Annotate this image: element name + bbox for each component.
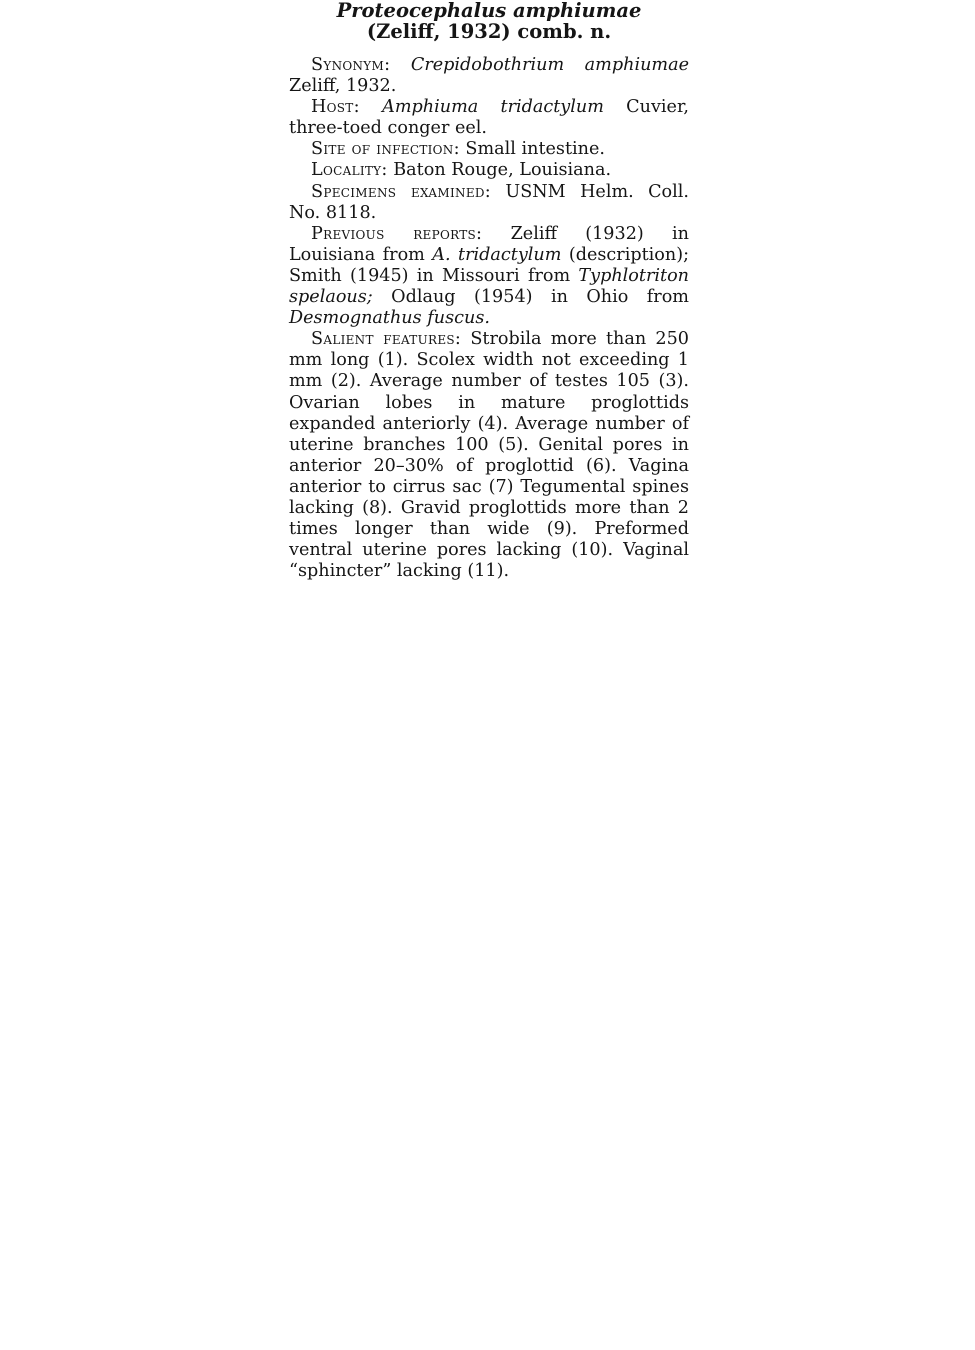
- previous-reports-host-2: Typhlotriton spelaous;: [289, 265, 689, 308]
- locality-text: Baton Rouge, Louisiana.: [393, 160, 612, 181]
- previous-reports-text-2: (description); Smith (1945) in Missouri from: [289, 244, 689, 286]
- previous-reports-entry: [289, 224, 689, 329]
- site-entry: [289, 139, 689, 160]
- host-name: Amphiuma tridactylum: [382, 97, 604, 118]
- specimens-text: USNM Helm. Coll. No. 8118.: [289, 181, 689, 223]
- synonym-name: Crepidobothrium amphiumae: [410, 55, 689, 75]
- salient-features-entry: [289, 329, 689, 582]
- locality-entry: [289, 160, 689, 181]
- previous-reports-text-3: Odlaug (1954) in Ohio from: [391, 287, 689, 308]
- species-authority: (Zeliff, 1932) comb. n.: [366, 20, 612, 43]
- previous-reports-text-1: Zeliff (1932) in Louisiana from: [289, 223, 689, 265]
- host-common-name: Cuvier, three-toed conger eel.: [289, 97, 690, 139]
- species-account: [289, 0, 689, 582]
- locality-label: Locality:: [311, 160, 388, 181]
- site-text: Small intestine.: [465, 139, 605, 160]
- host-label: Host:: [311, 97, 360, 118]
- specimens-entry: [289, 182, 689, 224]
- species-name: Proteocephalus amphiumae: [336, 0, 642, 22]
- synonym-entry: [289, 55, 689, 97]
- host-entry: [289, 97, 689, 139]
- site-label: Site of infection:: [311, 139, 460, 160]
- previous-reports-host-1: A. tridactylum: [432, 244, 562, 265]
- species-entries: [289, 55, 689, 582]
- previous-reports-label: Previous reports:: [311, 223, 483, 244]
- salient-features-text: Strobila more than 250 mm long (1). Scolex width not exceeding 1 mm (2). Average number of testes 105 (3). Ovarian lobes in mature proglottids expanded anteriorly (4). Average number of uterine branches 100 (5). Genital pores in anterior 20–30% of proglottid (6). Vagina anterior to cirrus sac (7) Tegumental spines lacking (8). Gravid proglottids more than 2 times longer than wide (9). Preformed ventral uterine pores lacking (10). Vaginal “sphincter” lacking (11).: [289, 329, 689, 582]
- specimens-label: Specimens examined:: [311, 181, 492, 202]
- species-heading: [289, 0, 689, 42]
- synonym-label: Synonym:: [311, 55, 391, 75]
- synonym-author: Zeliff, 1932.: [289, 76, 397, 97]
- salient-features-label: Salient features:: [311, 329, 462, 350]
- previous-reports-host-3: Desmognathus fuscus.: [289, 308, 490, 329]
